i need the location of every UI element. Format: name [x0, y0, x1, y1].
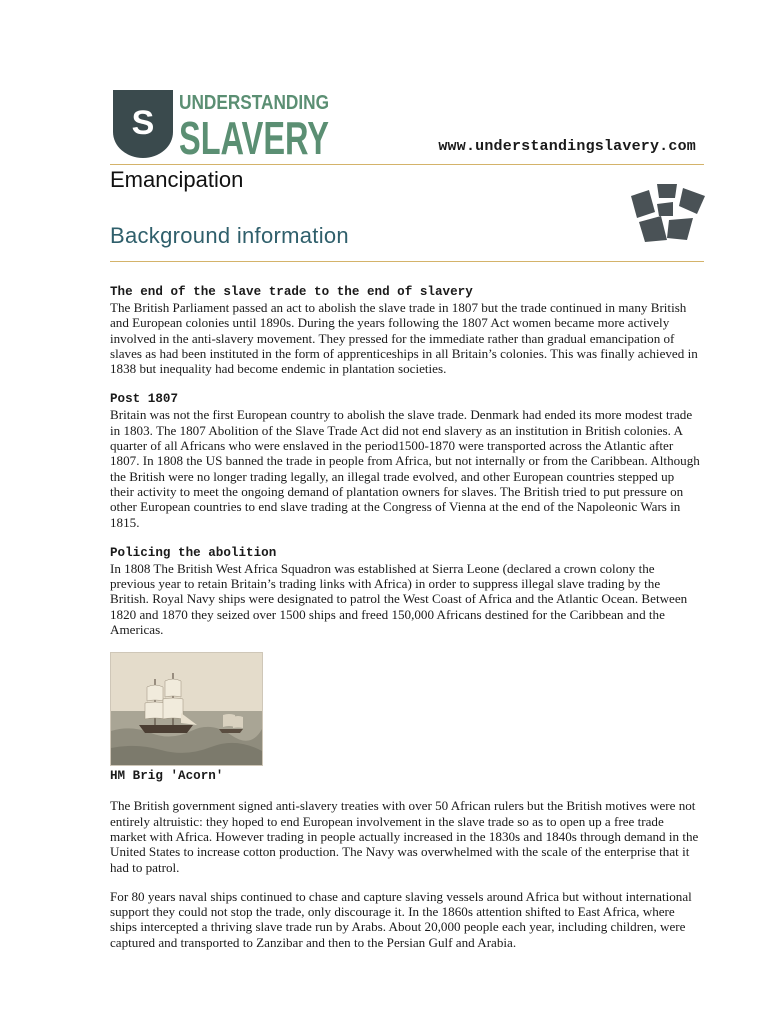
page-title: Emancipation: [110, 167, 244, 192]
ship-illustration: [110, 652, 263, 766]
section-policing-abolition: [110, 545, 700, 637]
logo-line1: UNDERSTANDING: [179, 92, 329, 114]
main-content: [110, 284, 700, 964]
section-post-1807: [110, 391, 700, 529]
section-body: Britain was not the first European country to abolish the slave trade. Denmark had ended its more modest trade in 1803. The 1807 Abolition of the Slave Trade Act did not end slavery as an institution in British colonies. A quarter of all Africans who were enslaved in the period1500-1870 were transported across the Atlantic after 1807. In 1808 the US banned the trade in people from Africa, but not internally or from the Caribbean. Although the British were no longer trading legally, an illegal trade evolved, and other European countries stepped up their activity to meet the ongoing demand of plantation owners for slaves. The British tried to put pressure on other European countries to end slave trading at the Congress of Vienna at the end of the Napoleonic Wars in 1815.: [110, 407, 700, 530]
section-body: In 1808 The British West Africa Squadron was established at Sierra Leone (declared a crown colony the previous year to retain Britain’s trading links with Africa) in order to suppress illegal slave trading by the British. Royal Navy ships were designated to patrol the West Coast of Africa and the Atlantic Ocean. Between 1820 and 1870 they seized over 1500 ships and freed 150,000 Africans destined for the Caribbean and the Americas.: [110, 560, 688, 638]
title-divider: [110, 261, 704, 262]
section-body: The British Parliament passed an act to abolish the slave trade in 1807 but the trade continued in many British and European colonies until 1890s. During the years following the 1807 Act women became more actively involved in the anti-slavery movement. They pressed for the immediate rather than gradual emancipation of slaves as had been instituted in the form of apprenticeships in all Britain’s colonies. This was finally achieved in 1838 but inequality had become endemic in plantation societies.: [110, 300, 698, 377]
section-heading: The end of the slave trade to the end of slavery: [110, 285, 473, 299]
site-url[interactable]: www.understandingslavery.com: [438, 138, 696, 155]
section-end-of-slave-trade: [110, 284, 700, 376]
page-subtitle: Background information: [110, 223, 349, 248]
logo-line2: SLAVERY: [179, 112, 329, 164]
closing-paragraph: For 80 years naval ships continued to chase and capture slaving vessels around Africa but without international support they could not stop the trade, only discourage it. In the 1860s attention shifted to East Africa, where ships intercepted a thriving slave trade run by Arabs. About 20,000 people each year, including children, were captured and transported to Zanzibar and then to the Persian Gulf and Arabia.: [110, 888, 692, 950]
logo-monogram: S: [131, 104, 155, 142]
section-heading: Post 1807: [110, 392, 179, 407]
figure-caption: HM Brig 'Acorn': [110, 769, 224, 784]
section-heading: Policing the abolition: [110, 545, 277, 560]
abstract-squares-logo-icon: [627, 182, 709, 244]
understanding-slavery-logo: [111, 88, 331, 164]
header-divider: [110, 164, 704, 165]
closing-paragraph: The British government signed anti-slavery treaties with over 50 African rulers but the British motives were not entirely altruistic: they hoped to end European involvement in the slave trade so as to open up a free trade market with Africa. However trading in people actually increased in the 1830s and 1840s through demand in the United States to increase cotton production. The Navy was overwhelmed with the scale of the enterprise that it had to patrol.: [110, 798, 699, 875]
